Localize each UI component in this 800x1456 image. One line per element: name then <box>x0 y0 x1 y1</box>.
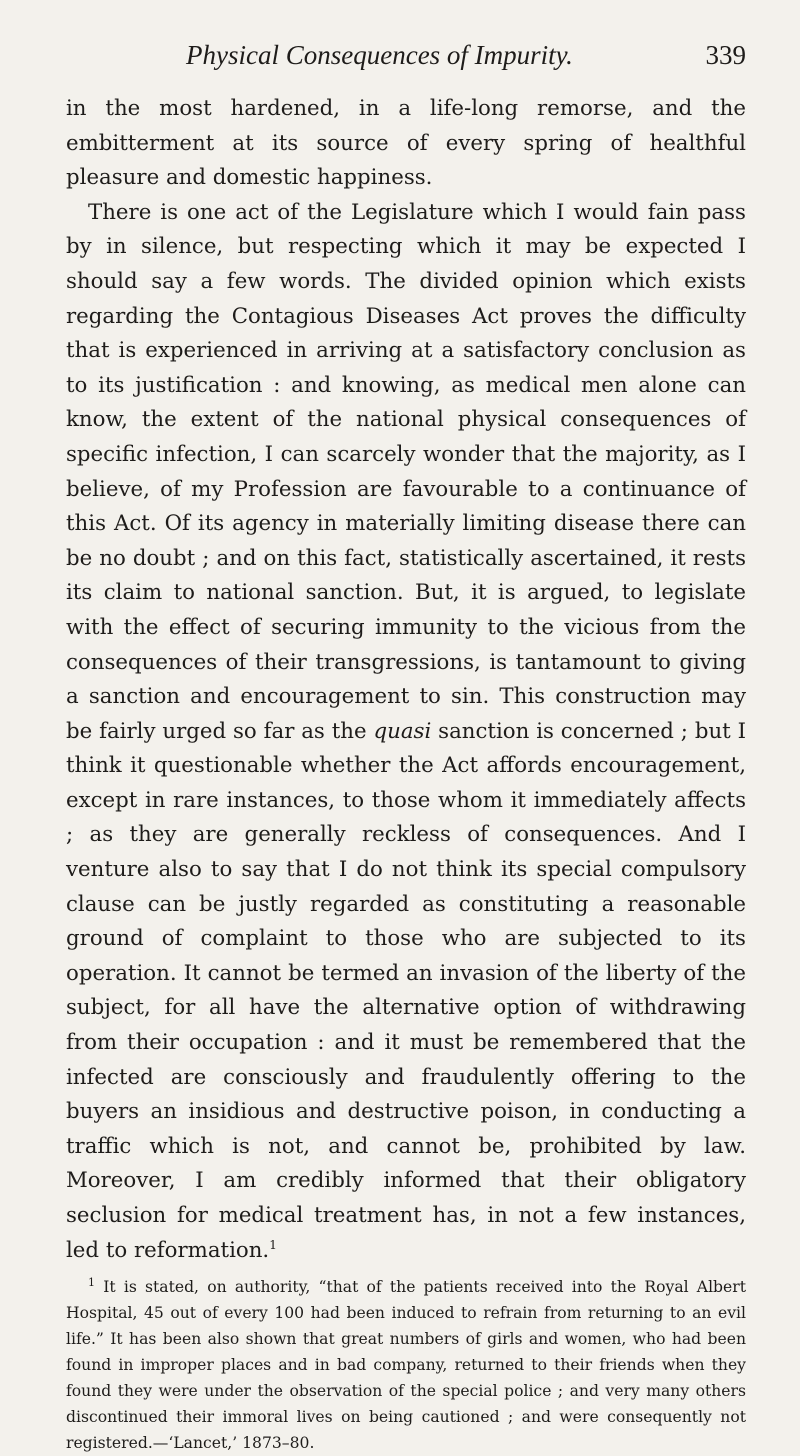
paragraph-text-part-1: There is one act of the Legislature which I would fain pass by in silence, but respecting which it may be expected I should say a few words. The divided opinion which exists regarding the Contagious Diseases Act proves the difficulty that is experienced in arriving at a satisfactory conclusion as to its justification : and knowing, as medical men alone can know, the extent of the national physical consequences of specific infection, I can scarcely wonder that the majority, as I believe, of my Profession are favourable to a continuance of this Act. Of its agency in materially limiting disease there can be no doubt ; and on this fact, statistically ascertained, it rests its claim to national sanction. But, it is argued, to legislate with the effect of securing immunity to the vicious from the consequences of their transgressions, is tantamount to giving a sanction and encouragement to sin. This construction may be fairly urged so far as the <box>66 199 746 744</box>
page-number: 339 <box>705 40 746 70</box>
footnote-marker: 1 <box>88 1276 95 1289</box>
footnote-text: It is stated, on authority, “that of the patients received into the Royal Albert Hospital, 45 out of every 100 had been induced to refrain from returning to an evil life.” It has been also shown that great numbers of girls and women, who had been found in improper places and in bad company, returned to their friends when they found they were under the observation of the special police ; and very many others discontinued their immoral lives on being cautioned ; and were consequently not registered.—‘Lancet,’ 1873–80. <box>66 1278 746 1453</box>
paragraph-contagious-diseases-act <box>66 196 746 1268</box>
footnote-reference: 1 <box>269 1237 277 1252</box>
italic-word-quasi: quasi <box>373 718 432 744</box>
running-head-title: Physical Consequences of Impurity. <box>186 40 573 70</box>
body-text <box>66 92 746 1268</box>
running-head <box>66 40 746 84</box>
footnote <box>66 1274 746 1456</box>
paragraph-text-part-2: sanction is concerned ; but I think it questionable whether the Act affords encouragement, except in rare instances, to those whom it immediately affects ; as they are generally reckless of consequences. And I venture also to say that I do not think its special compulsory clause can be justly regarded as constituting a reasonable ground of complaint to those who are subjected to its operation. It cannot be termed an invasion of the liberty of the subject, for all have the alternative option of withdrawing from their occupation : and it must be remembered that the infected are consciously and fraudulently offering to the buyers an insidious and destructive poison, in conducting a traffic which is not, and cannot be, prohibited by law. Moreover, I am credibly informed that their obligatory seclusion for medical treatment has, in not a few instances, led to reformation. <box>66 718 747 1263</box>
paragraph-continued: in the most hardened, in a life-long remorse, and the embitterment at its source of every spring of healthful pleasure and domestic happiness. <box>66 96 746 191</box>
